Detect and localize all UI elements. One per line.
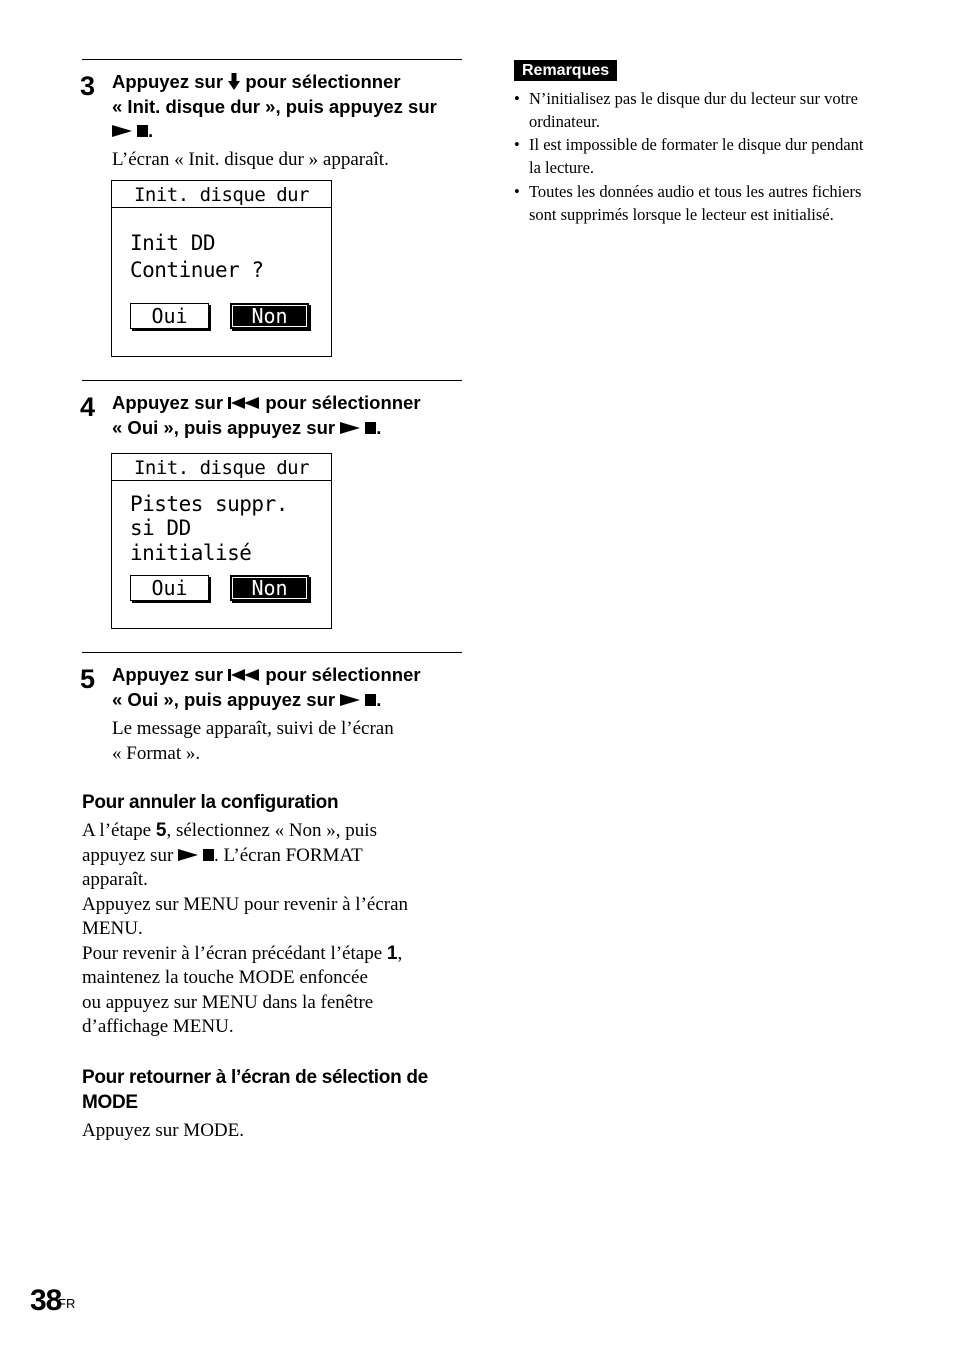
note-line: ordinateur. — [529, 111, 601, 131]
step4-number: 4 — [80, 392, 96, 422]
cancel-p1-step: 5 — [155, 820, 167, 841]
step4-divider — [82, 380, 462, 381]
note-item — [529, 134, 899, 179]
step4-heading-b: pour sélectionner — [265, 392, 421, 413]
step3-heading-end: . — [148, 120, 154, 141]
screen-buttons — [130, 575, 330, 605]
step3-heading-b: pour sélectionner — [245, 71, 401, 92]
cancel-p1-b: , sélectionnez « Non », puis — [166, 820, 377, 841]
return-mode-heading-line2: MODE — [82, 1092, 138, 1113]
step3-description: L’écran « Init. disque dur » apparaît. — [112, 149, 389, 170]
down-arrow-icon — [228, 73, 240, 90]
notes-label: Remarques — [514, 60, 617, 81]
note-bullet: • — [514, 182, 520, 201]
step5-description-line1: Le message apparaît, suivi de l’écran — [112, 718, 394, 739]
note-item — [529, 88, 899, 133]
cancel-p2-b: MENU. — [82, 918, 143, 939]
cancel-p2-a: Appuyez sur MENU pour revenir à l’écran — [82, 893, 409, 915]
step5-heading-end: . — [376, 688, 382, 710]
note-line: Il est impossible de formater le disque dur pendant — [529, 135, 864, 154]
note-bullet: • — [514, 89, 520, 108]
note-item — [529, 181, 899, 226]
cancel-p1-a: A l’étape — [82, 820, 156, 841]
screen-title: Init. disque dur — [112, 181, 331, 208]
step4-heading-a: Appuyez sur — [112, 392, 224, 413]
cancel-heading: Pour annuler la configuration — [82, 792, 339, 813]
cancel-p1-d: . L’écran FORMAT — [214, 844, 363, 866]
cancel-p3-b: maintenez la touche MODE enfoncée — [82, 967, 368, 988]
previous-track-icon — [228, 396, 260, 410]
return-mode-text: Appuyez sur MODE. — [82, 1120, 245, 1141]
step5-description — [112, 717, 394, 766]
cancel-p1-c: appuyez sur — [82, 844, 174, 866]
screen-line-2: Continuer ? — [130, 258, 264, 282]
screen-line-1: Pistes suppr. — [130, 492, 288, 516]
cancel-p3-comma: , — [397, 942, 403, 964]
cancel-p1-e: apparaît. — [82, 869, 148, 890]
screen-title: Init. disque dur — [112, 454, 331, 481]
step5-heading — [112, 663, 464, 712]
screen-buttons — [130, 303, 330, 333]
cancel-body — [82, 819, 462, 1040]
cancel-p3-c: ou appuyez sur MENU dans la fenêtre — [82, 991, 374, 1013]
step3-heading — [112, 70, 464, 144]
step4-screen — [111, 453, 332, 629]
step5-heading-b: pour sélectionner — [265, 664, 421, 685]
cancel-p3-a: Pour revenir à l’écran précédant l’étape — [82, 942, 387, 964]
note-bullet: • — [514, 135, 520, 154]
page-language: FR — [58, 1296, 76, 1311]
play-stop-icon — [112, 124, 148, 138]
step4-heading-line2: « Oui », puis appuyez sur — [112, 416, 336, 438]
page-number: 38 — [30, 1284, 62, 1317]
note-line: sont supprimés lorsque le lecteur est initialisé. — [529, 204, 834, 224]
return-mode-heading-line1: Pour retourner à l’écran de sélection de — [82, 1067, 428, 1088]
screen-yes-button: Oui — [130, 575, 209, 601]
step3-heading-a: Appuyez sur — [112, 71, 224, 92]
step5-number: 5 — [80, 664, 96, 694]
screen-no-button: Non — [230, 303, 309, 329]
screen-line-1: Init DD — [130, 231, 216, 255]
note-line: N’initialisez pas le disque dur du lecteur sur votre — [529, 89, 858, 108]
play-stop-icon — [340, 421, 376, 435]
play-stop-icon — [340, 693, 376, 707]
screen-line-2: si DD — [130, 516, 191, 540]
note-line: Toutes les données audio et tous les autres fichiers — [529, 182, 862, 201]
cancel-p3-step: 1 — [386, 942, 398, 964]
step3-divider — [82, 59, 462, 60]
screen-line-3: initialisé — [130, 541, 252, 565]
step5-heading-line2: « Oui », puis appuyez sur — [112, 688, 336, 710]
note-line: la lecture. — [529, 157, 595, 177]
step3-heading-line2: « Init. disque dur », puis appuyez sur — [112, 95, 437, 117]
screen-no-button: Non — [230, 575, 309, 601]
step5-divider — [82, 652, 462, 653]
step5-heading-a: Appuyez sur — [112, 664, 224, 685]
return-mode-heading — [82, 1065, 462, 1115]
screen-yes-button: Oui — [130, 303, 209, 329]
step4-heading — [112, 391, 464, 440]
play-stop-icon — [178, 848, 214, 862]
cancel-p3-d: d’affichage MENU. — [82, 1016, 234, 1037]
previous-track-icon — [228, 668, 260, 682]
step3-number: 3 — [80, 71, 96, 101]
step5-description-line2: « Format ». — [112, 742, 201, 764]
step4-heading-end: . — [376, 416, 382, 438]
step3-screen — [111, 180, 332, 357]
